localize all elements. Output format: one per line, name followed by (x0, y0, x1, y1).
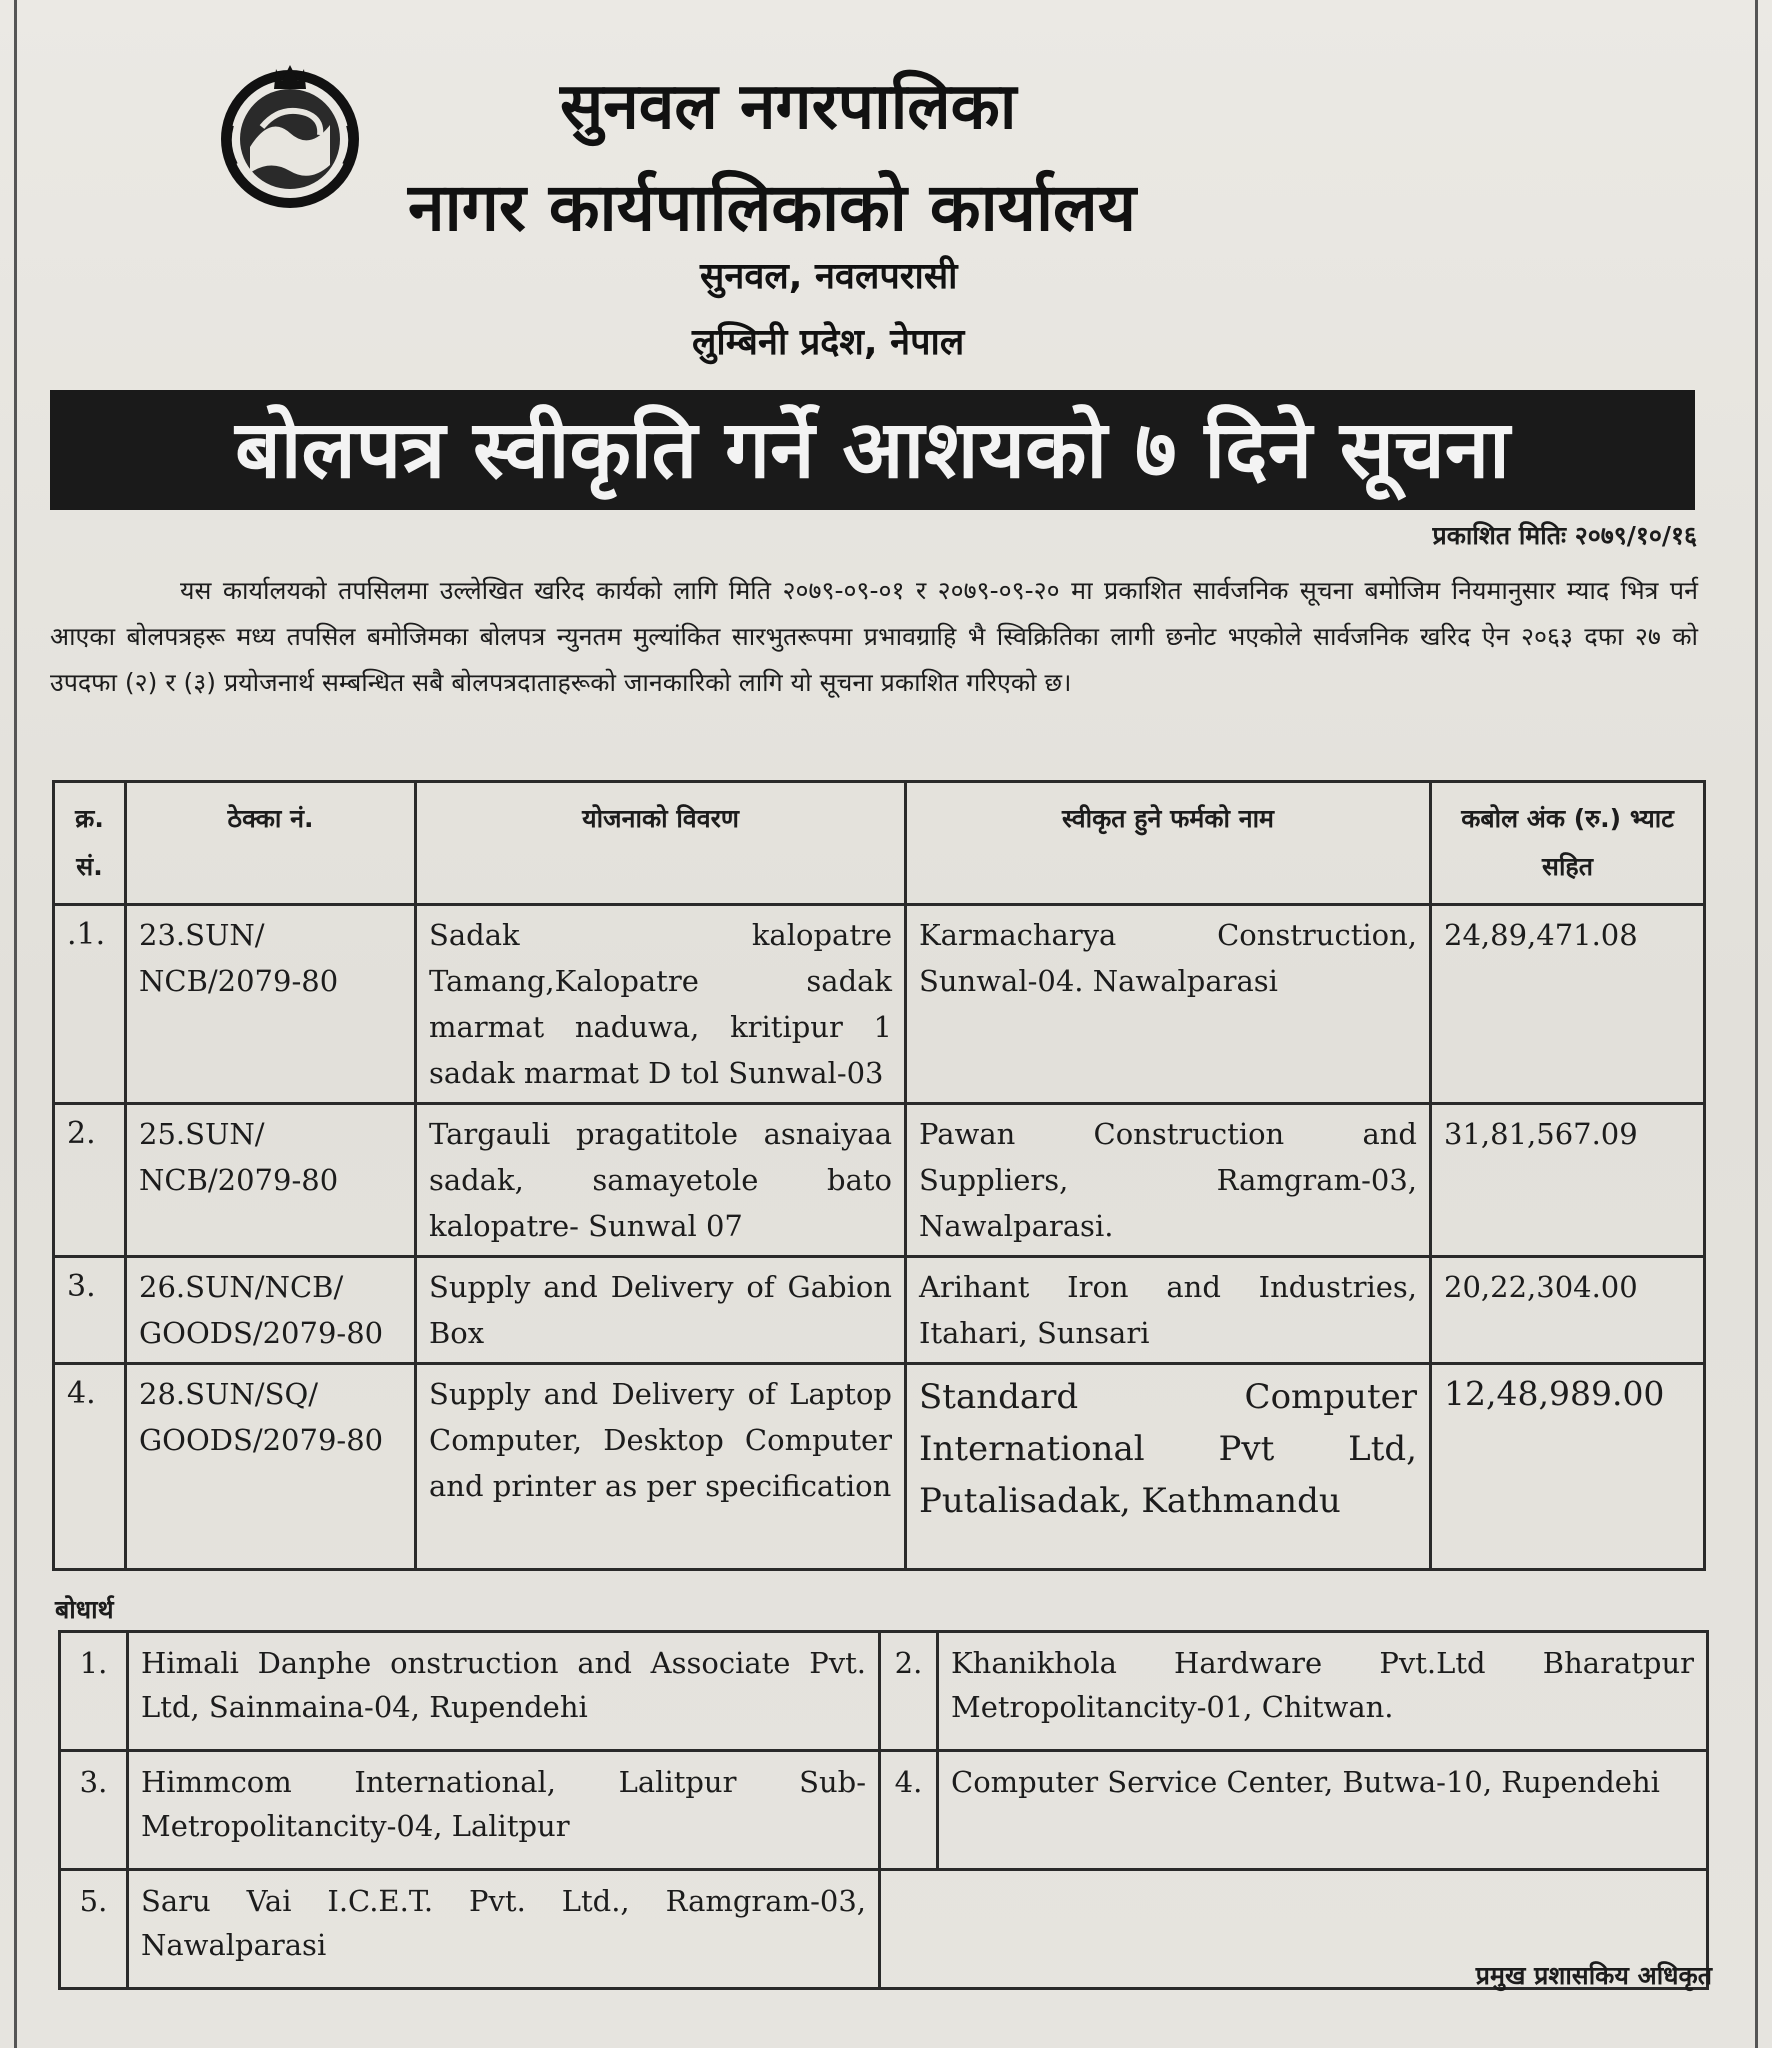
notice-body-paragraph: यस कार्यालयको तपसिलमा उल्लेखित खरिद कार्यको लागि मिति २०७९-०९-०१ र २०७९-०९-२० मा प्रकाशित सार्वजनिक सूचना बमोजिम नियमानुसार म्याद भित्र पर्न आएका बोलपत्रहरू मध्य तपसिल बमोजिमका बोलपत्र न्युनतम मुल्यांकित सारभुतरूपमा प्रभावग्राहि भै स्विक्रितिका लागी छनोट भएकोले सार्वजनिक खरिद ऐन २०६३ दफा २७ को उपदफा (२) र (३) प्रयोजनार्थ सम्बन्धित सबै बोलपत्रदाताहरूको जानकारिको लागि यो सूचना प्रकाशित गरिएको छ। (50, 576, 1698, 697)
cc-item-number: 5. (60, 1870, 128, 1989)
row-serial-number: 4. (54, 1364, 126, 1570)
page-border-left (14, 0, 17, 2048)
row-bid-amount: 12,48,989.00 (1431, 1364, 1705, 1570)
header-contract-number: ठेक्का नं. (126, 782, 416, 905)
page-border-right (1755, 0, 1758, 2048)
row-contract-number: 23.SUN/ NCB/2079-80 (126, 905, 416, 1104)
cc-row (60, 1751, 1708, 1870)
row-bid-amount: 24,89,471.08 (1431, 905, 1705, 1104)
table-header-row (54, 782, 1705, 905)
cc-row (60, 1870, 1708, 1989)
notice-title-banner: बोलपत्र स्वीकृति गर्ने आशयको ७ दिने सूचना (50, 390, 1695, 510)
table-row (54, 905, 1705, 1104)
cc-label: बोधार्थ (55, 1595, 114, 1624)
header-bid-amount: कबोल अंक (रु.) भ्याट सहित (1431, 782, 1705, 905)
table-row (54, 1364, 1705, 1570)
office-province: लुम्बिनी प्रदेश, नेपाल (692, 322, 965, 363)
header-serial-number: क्र. सं. (54, 782, 126, 905)
row-contract-number: 28.SUN/SQ/ GOODS/2079-80 (126, 1364, 416, 1570)
cc-item-text: Khanikhola Hardware Pvt.Ltd Bharatpur Metropolitancity-01, Chitwan. (938, 1632, 1708, 1751)
cc-item-number: 1. (60, 1632, 128, 1751)
header-approved-firm: स्वीकृत हुने फर्मको नाम (906, 782, 1431, 905)
row-approved-firm: Pawan Construction and Suppliers, Ramgram-03, Nawalparasi. (906, 1104, 1431, 1257)
published-date: प्रकाशित मितिः २०७९/१०/१६ (1432, 521, 1697, 550)
row-approved-firm: Karmacharya Construction, Sunwal-04. Nawalparasi (906, 905, 1431, 1104)
cc-row (60, 1632, 1708, 1751)
row-serial-number: 3. (54, 1257, 126, 1364)
row-approved-firm: Arihant Iron and Industries, Itahari, Sunsari (906, 1257, 1431, 1364)
row-contract-number: 26.SUN/NCB/ GOODS/2079-80 (126, 1257, 416, 1364)
row-project-description: Sadak kalopatre Tamang,Kalopatre sadak marmat naduwa, kritipur 1 sadak marmat D tol Sunwal-03 (416, 905, 906, 1104)
nepal-government-emblem-icon (210, 55, 370, 215)
signatory-title: प्रमुख प्रशासकिय अधिकृत (1475, 1961, 1712, 1990)
table-row (54, 1257, 1705, 1364)
cc-item-text: Computer Service Center, Butwa-10, Rupendehi (938, 1751, 1708, 1870)
row-project-description: Supply and Delivery of Gabion Box (416, 1257, 906, 1364)
cc-item-text: Saru Vai I.C.E.T. Pvt. Ltd., Ramgram-03, Nawalparasi (128, 1870, 880, 1989)
header-project-description: योजनाको विवरण (416, 782, 906, 905)
row-serial-number: .1. (54, 905, 126, 1104)
bid-acceptance-table (52, 780, 1706, 1571)
table-row (54, 1104, 1705, 1257)
cc-item-number: 4. (880, 1751, 938, 1870)
office-name: नागर कार्यपालिकाको कार्यालय (408, 169, 1137, 246)
row-serial-number: 2. (54, 1104, 126, 1257)
row-project-description: Targauli pragatitole asnaiyaa sadak, samayetole bato kalopatre- Sunwal 07 (416, 1104, 906, 1257)
cc-item-number: 2. (880, 1632, 938, 1751)
row-project-description: Supply and Delivery of Laptop Computer, Desktop Computer and printer as per specification (416, 1364, 906, 1570)
row-contract-number: 25.SUN/ NCB/2079-80 (126, 1104, 416, 1257)
row-bid-amount: 31,81,567.09 (1431, 1104, 1705, 1257)
row-approved-firm: Standard Computer International Pvt Ltd, Putalisadak, Kathmandu (906, 1364, 1431, 1570)
cc-item-text: Himmcom International, Lalitpur Sub-Metropolitancity-04, Lalitpur (128, 1751, 880, 1870)
cc-item-number: 3. (60, 1751, 128, 1870)
row-bid-amount: 20,22,304.00 (1431, 1257, 1705, 1364)
office-location: सुनवल, नवलपरासी (700, 256, 958, 297)
cc-item-text: Himali Danphe onstruction and Associate Pvt. Ltd, Sainmaina-04, Rupendehi (128, 1632, 880, 1751)
cc-recipients-table (58, 1630, 1709, 1990)
municipality-name: सुनवल नगरपालिका (560, 70, 1017, 144)
